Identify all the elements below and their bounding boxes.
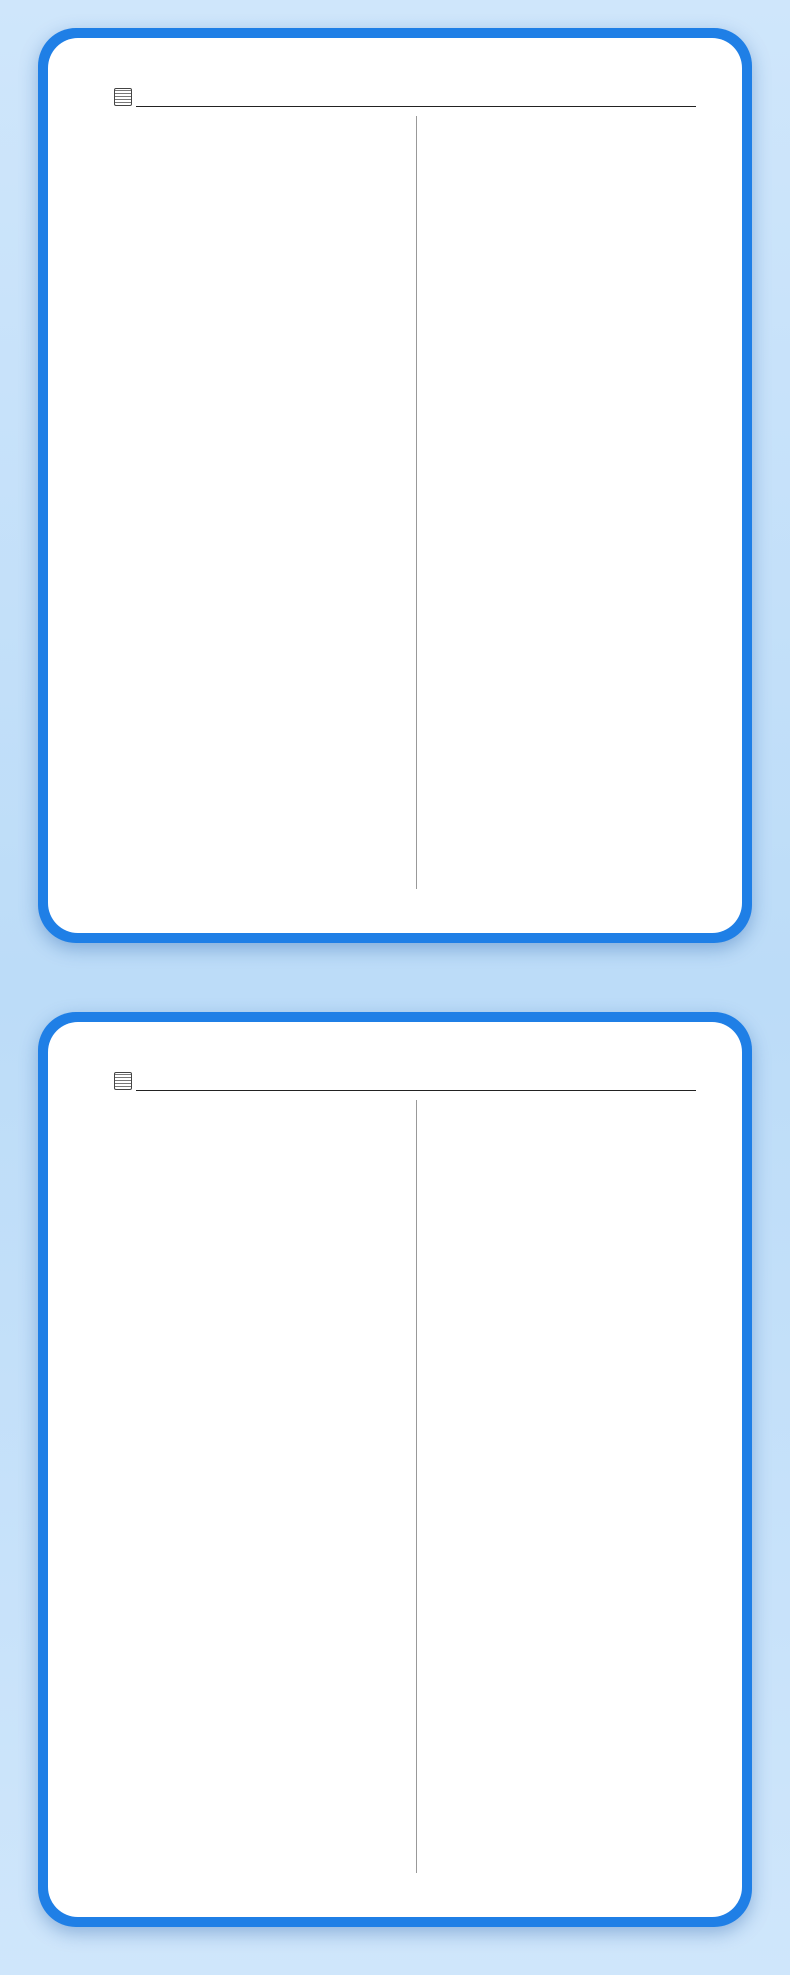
column-divider xyxy=(416,116,417,889)
right-column-2 xyxy=(424,1100,697,1873)
page-card-2 xyxy=(38,1012,752,1927)
two-column-body-1 xyxy=(136,116,696,889)
left-column-1 xyxy=(136,116,409,889)
running-header-2 xyxy=(136,1070,696,1091)
page-card-1 xyxy=(38,28,752,943)
page-sheet-2 xyxy=(48,1022,742,1917)
two-column-body-2 xyxy=(136,1100,696,1873)
book-icon xyxy=(114,88,132,106)
page-sheet-1 xyxy=(48,38,742,933)
left-column-2 xyxy=(136,1100,409,1873)
book-icon xyxy=(114,1072,132,1090)
right-column-1 xyxy=(424,116,697,889)
running-header-1 xyxy=(136,86,696,107)
column-divider xyxy=(416,1100,417,1873)
